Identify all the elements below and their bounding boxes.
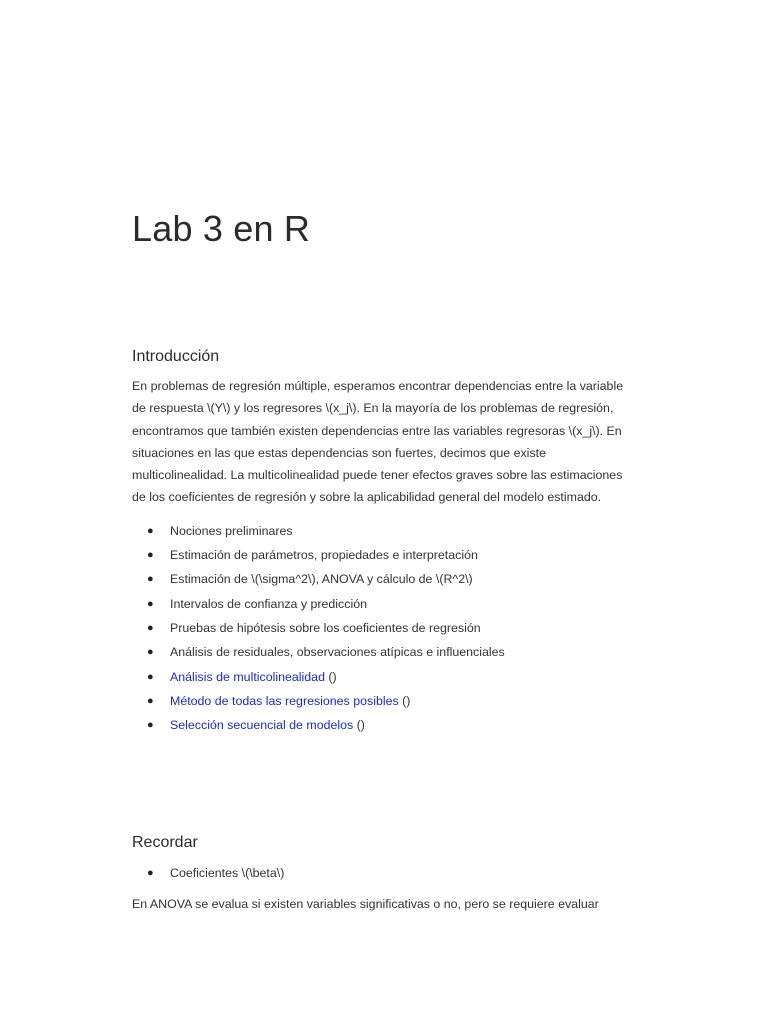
list-item (132, 567, 632, 591)
link-suffix: () (324, 669, 337, 684)
bullet-icon: ● (147, 524, 154, 537)
bullet-icon: ● (147, 573, 154, 586)
link-suffix: () (353, 718, 365, 733)
list-item-text: Nociones preliminares (170, 523, 293, 538)
intro-heading: Introducción (132, 348, 220, 365)
recordar-list (132, 861, 632, 885)
list-item (132, 689, 632, 713)
bullet-icon: ● (147, 597, 154, 610)
list-item (132, 592, 632, 616)
list-item (132, 640, 632, 664)
intro-list (132, 519, 632, 738)
link-suffix: () (398, 693, 411, 708)
intro-section (132, 348, 632, 737)
list-item (132, 543, 632, 567)
list-item-text: Análisis de residuales, observaciones atípicas e influenciales (170, 645, 505, 660)
list-item-text: Estimación de \(\sigma^2\), ANOVA y cálculo de \(R^2\) (170, 572, 473, 587)
bullet-icon: ● (147, 719, 154, 732)
multicolinealidad-link[interactable]: Análisis de multicolinealidad (170, 669, 325, 684)
list-item (132, 616, 632, 640)
list-item (132, 519, 632, 543)
recordar-heading: Recordar (132, 834, 198, 851)
list-item-text: Intervalos de confianza y predicción (170, 596, 367, 611)
bullet-icon: ● (147, 646, 154, 659)
seleccion-secuencial-link[interactable]: Selección secuencial de modelos (170, 718, 354, 733)
todas-regresiones-link[interactable]: Método de todas las regresiones posibles (170, 693, 399, 708)
list-item-text: Coeficientes \(\beta\) (170, 866, 285, 880)
page-title: Lab 3 en R (132, 208, 311, 249)
bullet-icon: ● (147, 549, 154, 562)
list-item (132, 665, 632, 689)
list-item-text: Estimación de parámetros, propiedades e interpretación (170, 548, 478, 563)
bullet-icon: ● (147, 670, 154, 683)
list-item-text: Pruebas de hipótesis sobre los coeficientes de regresión (170, 620, 481, 635)
recordar-section (132, 834, 632, 916)
bullet-icon: ● (147, 694, 154, 707)
bullet-icon: ● (147, 867, 154, 879)
list-item (132, 861, 632, 885)
bullet-icon: ● (147, 621, 154, 634)
intro-paragraph: En problemas de regresión múltiple, esperamos encontrar dependencias entre la variable de respuesta \(Y\) y los regresores \(x_j\). En la mayoría de los problemas de regresión, encontramos que también existen dependencias entre las variables regresoras \(x_j\). En situaciones en las que estas dependencias son fuertes, decimos que existe multicolinealidad. La multicolinealidad puede tener efectos graves sobre las estimaciones de los coeficientes de regresión y sobre la aplicabilidad general del modelo estimado. (132, 379, 624, 505)
list-item (132, 713, 632, 737)
recordar-paragraph: En ANOVA se evalua si existen variables significativas o no, pero se requiere evaluar (132, 897, 599, 912)
